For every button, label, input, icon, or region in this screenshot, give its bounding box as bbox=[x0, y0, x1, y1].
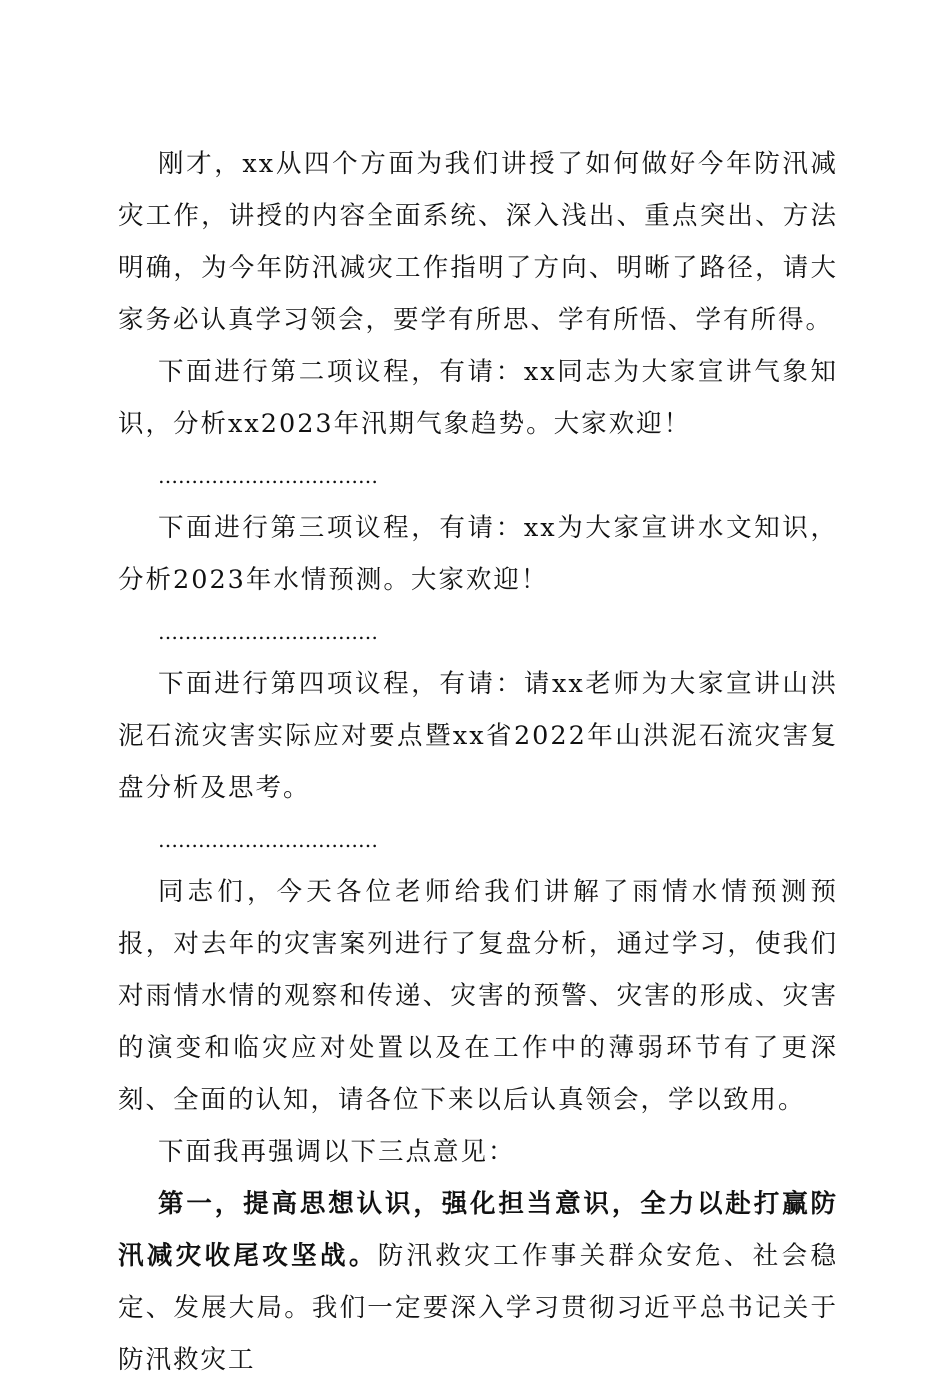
point-one-heading: 第一，提高思想认识，强化担当意识，全力以赴打赢防汛减灾收尾攻坚战。 bbox=[118, 1189, 838, 1271]
paragraph-summary: 刚才，xx从四个方面为我们讲授了如何做好今年防汛减灾工作，讲授的内容全面系统、深入浅出、重点突出、方法明确，为今年防汛减灾工作指明了方向、明晰了路径，请大家务必认真学习领会，要学有所思、学有所悟、学有所得。 bbox=[118, 149, 838, 335]
paragraph-comrades: 同志们，今天各位老师给我们讲解了雨情水情预测预报，对去年的灾害案列进行了复盘分析，通过学习，使我们对雨情水情的观察和传递、灾害的预警、灾害的形成、灾害的演变和临灾应对处置以及在工作中的薄弱环节有了更深刻、全面的认知，请各位下来以后认真领会，学以致用。 bbox=[118, 877, 838, 1115]
paragraph-point-one bbox=[118, 1178, 838, 1386]
paragraph-agenda-four: 下面进行第四项议程，有请：请xx老师为大家宣讲山洪泥石流灾害实际应对要点暨xx省2022年山洪泥石流灾害复盘分析及思考。 bbox=[118, 669, 838, 803]
paragraph-agenda-two: 下面进行第二项议程，有请：xx同志为大家宣讲气象知识，分析xx2023年汛期气象趋势。大家欢迎！ bbox=[118, 357, 838, 439]
document-body bbox=[118, 138, 838, 1386]
ellipsis-separator: …………………………… bbox=[158, 828, 378, 852]
ellipsis-separator: …………………………… bbox=[158, 620, 378, 644]
ellipsis-separator: …………………………… bbox=[158, 464, 378, 488]
point-one-text: 防汛救灾工作事关群众安危、社会稳定、发展大局。我们一定要深入学习贯彻习近平总书记关于防汛救灾工 bbox=[118, 1241, 838, 1375]
paragraph-agenda-three: 下面进行第三项议程，有请：xx为大家宣讲水文知识，分析2023年水情预测。大家欢迎！ bbox=[118, 513, 838, 595]
paragraph-three-points-intro: 下面我再强调以下三点意见： bbox=[158, 1137, 516, 1167]
